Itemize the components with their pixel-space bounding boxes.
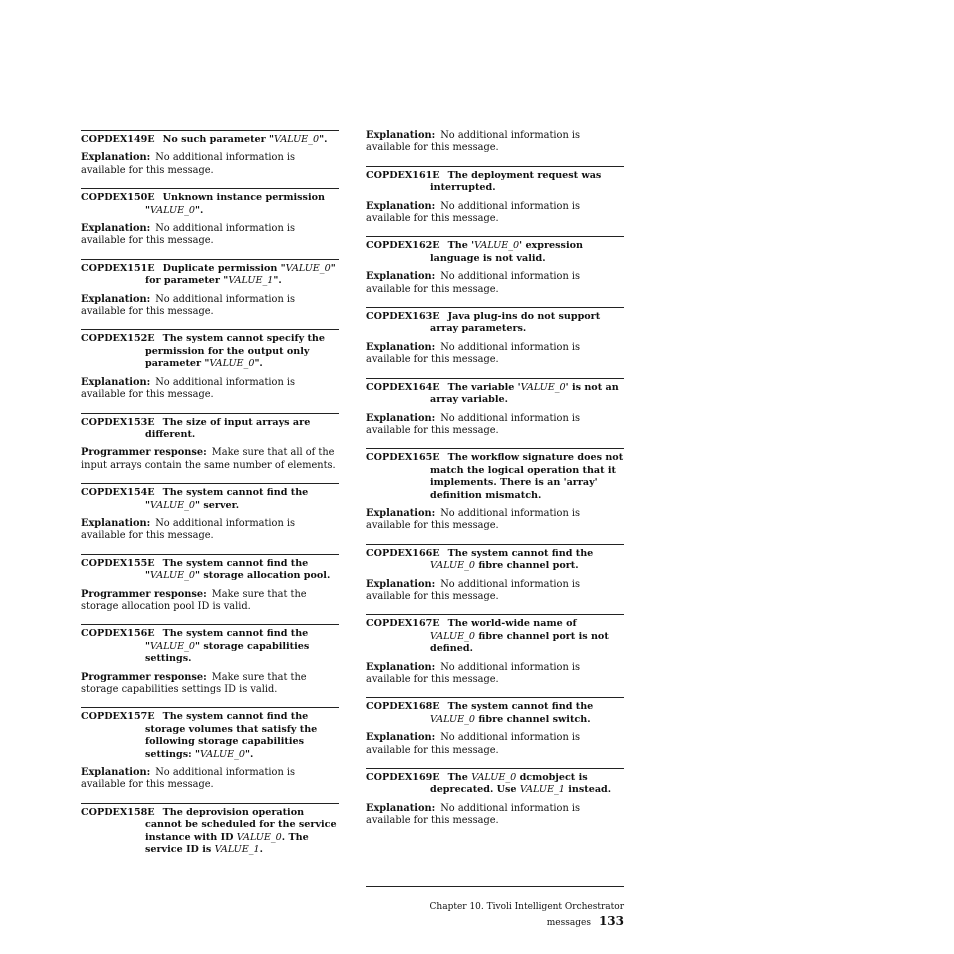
explanation-text: No additional information is available for this message. (366, 578, 581, 602)
explanation-label: Explanation: (366, 200, 436, 212)
explanation-label: Explanation: (366, 341, 436, 353)
explanation-text: No additional information is available for this message. (366, 661, 581, 685)
message-text: " storage capabilities settings. (145, 640, 310, 665)
variable-placeholder: VALUE_0 (274, 134, 320, 145)
message-text: The (447, 772, 472, 784)
message-heading (81, 333, 339, 370)
message-text: instead. (564, 784, 612, 796)
variable-placeholder: VALUE_0 (430, 560, 476, 572)
explanation-paragraph (366, 130, 624, 155)
message-text: . The service ID is (145, 831, 309, 856)
chapter-title: Chapter 10. Tivoli Intelligent Orchestrator messages (429, 902, 624, 928)
message-entry (81, 413, 339, 473)
message-heading (81, 263, 339, 288)
message-text: Unknown instance permission " (145, 192, 325, 216)
message-entry (81, 624, 339, 696)
explanation-paragraph (81, 152, 339, 177)
message-code: COPDEX156E (81, 628, 155, 640)
message-text: The system cannot find the " (145, 628, 309, 652)
message-text: ' is not an array variable. (430, 381, 619, 406)
explanation-label: Programmer response: (81, 671, 207, 683)
message-code: COPDEX158E (81, 806, 155, 818)
explanation-text: Make sure that the storage allocation pool ID is valid. (81, 588, 307, 612)
explanation-paragraph (366, 342, 624, 367)
message-entry (81, 803, 339, 857)
message-code: COPDEX153E (81, 416, 155, 428)
explanation-label: Explanation: (366, 661, 436, 673)
message-entry (366, 544, 624, 604)
variable-placeholder: VALUE_0 (150, 570, 196, 582)
message-text: fibre channel port. (475, 560, 579, 572)
explanation-text: No additional information is available for this message. (81, 293, 296, 318)
explanation-paragraph (81, 672, 339, 697)
explanation-paragraph (81, 377, 339, 402)
message-code: COPDEX163E (366, 311, 440, 323)
explanation-text: No additional information is available for this message. (366, 130, 581, 154)
message-heading (81, 628, 339, 665)
message-text: The deprovision operation cannot be scheduled for the service instance with ID (145, 806, 337, 843)
variable-placeholder: VALUE_0 (150, 499, 196, 511)
message-entry (81, 483, 339, 543)
message-heading (81, 192, 339, 217)
message-code: COPDEX154E (81, 487, 155, 499)
message-entry (81, 130, 339, 177)
message-code: COPDEX166E (366, 547, 440, 559)
message-text: ". (319, 134, 328, 145)
message-text: The system cannot specify the permission for the output only parameter " (145, 333, 326, 370)
message-code: COPDEX157E (81, 711, 155, 723)
explanation-paragraph (366, 579, 624, 604)
page-number: 133 (598, 914, 624, 928)
message-text: The system cannot find the " (145, 557, 309, 582)
message-entry (81, 554, 339, 614)
variable-placeholder: VALUE_0 (471, 772, 517, 784)
explanation-text: No additional information is available for this message. (366, 341, 581, 366)
message-text: The deployment request was interrupted. (430, 169, 602, 194)
message-heading (81, 417, 339, 442)
explanation-label: Explanation: (81, 767, 151, 779)
explanation-text: Make sure that all of the input arrays contain the same number of elements. (81, 447, 336, 471)
explanation-label: Explanation: (366, 130, 436, 141)
right-column (366, 130, 624, 839)
explanation-text: No additional information is available for this message. (366, 507, 581, 532)
message-text: The system cannot find the (447, 701, 594, 713)
message-heading (366, 240, 624, 265)
explanation-text: No additional information is available for this message. (81, 517, 296, 542)
message-entry (366, 768, 624, 828)
message-text: . (259, 844, 263, 856)
explanation-label: Explanation: (81, 517, 151, 529)
message-text: The size of input arrays are different. (145, 416, 311, 440)
message-heading (366, 701, 624, 726)
explanation-text: No additional information is available for this message. (366, 412, 581, 436)
message-text: ". (254, 358, 263, 370)
explanation-label: Explanation: (81, 152, 151, 164)
message-text: Duplicate permission " (162, 262, 286, 274)
explanation-paragraph (81, 294, 339, 319)
message-heading (81, 711, 339, 761)
variable-placeholder: VALUE_0 (285, 262, 331, 274)
variable-placeholder: VALUE_1 (519, 784, 565, 796)
variable-placeholder: VALUE_0 (199, 748, 246, 760)
explanation-paragraph (366, 508, 624, 533)
message-entry (366, 307, 624, 367)
explanation-paragraph (366, 201, 624, 226)
explanation-label: Explanation: (366, 578, 436, 590)
message-entry (81, 259, 339, 319)
variable-placeholder: VALUE_0 (150, 640, 196, 652)
message-text: The system cannot find the storage volumes that satisfy the following storage capabilities settings: " (145, 711, 318, 760)
message-code: COPDEX164E (366, 381, 440, 393)
explanation-text: No additional information is available for this message. (81, 376, 296, 401)
message-code: COPDEX151E (81, 262, 155, 274)
message-text: ". (195, 204, 204, 216)
message-heading (366, 170, 624, 195)
explanation-text: No additional information is available for this message. (81, 223, 296, 247)
message-text: ' expression language is not valid. (430, 240, 583, 264)
message-entry (366, 697, 624, 757)
message-entry (81, 707, 339, 791)
explanation-text: No additional information is available for this message. (366, 271, 581, 295)
message-code: COPDEX162E (366, 240, 440, 252)
message-text: fibre channel port is not defined. (430, 630, 609, 655)
explanation-text: Make sure that the storage capabilities settings ID is valid. (81, 671, 307, 695)
message-text: " storage allocation pool. (195, 570, 331, 582)
variable-placeholder: VALUE_0 (430, 630, 476, 642)
explanation-paragraph (366, 803, 624, 828)
variable-placeholder: VALUE_0 (430, 713, 476, 725)
message-heading (366, 548, 624, 573)
message-text: ". (273, 275, 282, 287)
message-heading (366, 618, 624, 655)
explanation-label: Explanation: (81, 223, 151, 235)
message-text: " for parameter " (145, 262, 336, 287)
variable-placeholder: VALUE_0 (236, 831, 282, 843)
variable-placeholder: VALUE_0 (520, 381, 566, 393)
message-entry (366, 130, 624, 155)
variable-placeholder: VALUE_0 (150, 204, 196, 216)
explanation-label: Explanation: (366, 802, 436, 814)
explanation-label: Explanation: (366, 412, 436, 424)
explanation-text: No additional information is available for this message. (366, 802, 581, 827)
message-entry (366, 166, 624, 226)
explanation-text: No additional information is available for this message. (366, 732, 581, 756)
message-code: COPDEX169E (366, 772, 440, 784)
explanation-label: Programmer response: (81, 588, 207, 600)
explanation-paragraph (366, 662, 624, 687)
explanation-label: Explanation: (81, 293, 151, 305)
explanation-label: Programmer response: (81, 447, 207, 459)
message-code: COPDEX150E (81, 192, 155, 204)
explanation-label: Explanation: (81, 376, 151, 388)
message-heading (366, 382, 624, 407)
explanation-label: Explanation: (366, 507, 436, 519)
variable-placeholder: VALUE_0 (209, 358, 255, 370)
explanation-paragraph (366, 732, 624, 757)
message-code: COPDEX168E (366, 701, 440, 713)
message-text: " server. (195, 499, 240, 511)
message-text: The variable ' (447, 381, 521, 393)
explanation-paragraph (81, 589, 339, 614)
message-text: The system cannot find the (447, 547, 594, 559)
message-entry (366, 378, 624, 438)
message-code: COPDEX155E (81, 557, 155, 569)
message-text: The ' (447, 240, 475, 252)
explanation-label: Explanation: (366, 732, 436, 744)
explanation-text: No additional information is available for this message. (366, 200, 581, 225)
explanation-text: No additional information is available for this message. (81, 152, 296, 176)
variable-placeholder: VALUE_0 (474, 240, 520, 252)
message-entry (366, 448, 624, 532)
message-code: COPDEX165E (366, 452, 440, 464)
explanation-paragraph (366, 271, 624, 296)
message-heading (81, 134, 339, 146)
message-code: COPDEX149E (81, 134, 155, 145)
message-text: ". (245, 748, 254, 760)
message-entry (366, 614, 624, 686)
footer-rule (366, 886, 624, 887)
page-footer (366, 900, 624, 930)
message-text: No such parameter " (162, 134, 275, 145)
message-code: COPDEX152E (81, 333, 155, 345)
message-heading (81, 558, 339, 583)
message-heading (366, 772, 624, 797)
explanation-paragraph (81, 767, 339, 792)
explanation-paragraph (81, 518, 339, 543)
message-entry (366, 236, 624, 296)
message-text: The system cannot find the " (145, 487, 309, 511)
message-text: The workflow signature does not match the logical operation that it implements. There is an 'array' definition mismatch. (430, 452, 624, 501)
message-heading (81, 487, 339, 512)
message-heading (366, 452, 624, 502)
left-column (81, 130, 339, 867)
explanation-paragraph (81, 447, 339, 472)
message-entry (81, 329, 339, 401)
variable-placeholder: VALUE_1 (214, 844, 260, 856)
message-text: dcmobject is deprecated. Use (430, 772, 588, 796)
explanation-text: No additional information is available for this message. (81, 767, 296, 791)
message-heading (366, 311, 624, 336)
message-entry (81, 188, 339, 248)
message-heading (81, 807, 339, 857)
message-text: Java plug-ins do not support array parameters. (430, 311, 601, 335)
explanation-paragraph (81, 223, 339, 248)
message-text: fibre channel switch. (475, 713, 591, 725)
message-code: COPDEX161E (366, 169, 440, 181)
explanation-paragraph (366, 413, 624, 438)
message-code: COPDEX167E (366, 618, 440, 630)
explanation-label: Explanation: (366, 271, 436, 283)
variable-placeholder: VALUE_1 (228, 275, 274, 287)
message-text: The world-wide name of (447, 618, 577, 630)
